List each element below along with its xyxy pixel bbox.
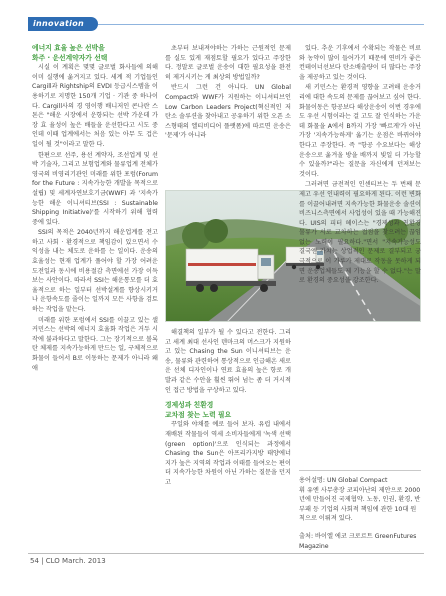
issue-date: March. 2013 [62,557,106,565]
paragraph: 한편으로 선주, 용선 계약자, 조선업계 및 선박 기술자, 그리고 보험업계와 물류업계 전체가 영국의 비영리기관인 미래를 위한 포럼(Forum for the Future : 지속가능한 개발을 목적으로 설립) 및 세계자연보호기금(WWF) 과 '지속가능한 해운 이니셔티브(SSI : Sustainable Shipping Initiative)'를 시작하기 위해 협력 중에 있다. [32,151,158,226]
subhead-2b: 교차점 찾는 노력 필요 [165,410,232,419]
subhead-1b: 화주 · 운선계약자가 선택 [32,53,108,62]
paragraph: SSI의 목적은 2040년까지 해운업계를 전고하고 사회 · 환경적으로 책임감이 있으면서 수익성을 내는 체도로 운하를 는 일이다. 운송의 효율성는 현재 업계가 풀어야 할 가장 어려운 도전일과 동시에 비용절감 측면에선 가장 이득 보는 사안이다. 따라서 SSI는 해운통모를 더 효율적으로 하는 일부터 선박설계를 향상시키거나 운항속도를 줄이는 일까지 모든 사항을 검토하는 작업을 맡는다. [32,229,158,314]
glossary-rule [299,470,421,471]
subhead-1a: 에너지 효율 높은 선박을 [32,44,105,52]
column-right [299,44,421,287]
paragraph: 반드시 그런 건 아니다. UN Global Compact와 WWF가 지원하는 이니셔티브인 Low Carbon Leaders Project(혁신적인 저탄소 솔루션을 찾아내고 공유하기 위한 오픈 소스형태의 엘티비디어 플랫폼)에 따르면 운송은 '문제'가 아니라 [165,84,291,140]
magazine-name: CLO [45,557,60,565]
subhead-2a: 경제성과 친환경 [165,401,214,410]
column-middle-top [165,44,291,142]
page-number: 54 [30,557,39,565]
paragraph: 초부터 보내져야하는 가하는 근원적인 문제를 실도 있게 재점토할 필요가 있다고 주장한다. 정말로 글로벌 운송이 대한 필요성을 완전히 제거시키는 게 최상의 방법일까? [165,45,291,81]
paragraph: 꾸일와 야채를 예로 들어 보자. 유럽 내에서 재배된 작물들이 역세 소비자들에게 '녹색 선택(green option)'으로 인식되는 과정에서 Chasing the Sun은 아프리카지방 태양에너지가 높은 지역의 작업과 이태를 들여오는 편이 더 지속가능한 차원이 아닌 가하는 질문을 던지고 [165,421,291,486]
paragraph: 시실 이 계획은 몇몇 글로벌 화사들에 의해 이미 실행에 옮겨지고 있다. 세계 적 기업들인 Cargill과 Rightship의 EVDI 등급시스템을 이용하기로 지명한 150개 기업 · 기관 중 하나이다. Cargill사의 경 영이행 배니저인 콘나란 스톤은 "해운 시장에서 운항되는 선박 가운데 가장 효 율성이 높은 배들을 운선한다고 시도 중 인데 이때 업계에서는 처음 있는 아무 도 겁은 일이 될 것"이라고 말한 다. [32,64,158,148]
paragraph: 해결책의 일부가 될 수 있다고 전한다. 그리고 세계 최대 선사인 덴마크의 머스크가 지원하고 있는 Chasing the Sun 이니셔티브는 운송, 물류와 관련하여 통상적으로 인급해온 새로운 선체 디자인이나 연료 효율의 높은 항로 개발과 같은 수안을 훨씬 뛰어 넘는 좀 더 거시적인 접근 방법을 구상하고 있다. [165,329,291,394]
section-label: innovation [33,19,84,28]
paragraph: 새 키민스는 환경적 영향을 고려해 운송거리에 대한 속도의 문제를 끊어보고 싶어 한다. 화물이동은 항공보다 해상운송이 이번 경우에도 우선 시험이라는 걸 고도 잘 인식하는 가운데 화물을 A에서 B까지 가장 '빠르게'가 아닌 가장 '지속가능하게' 옮기는 운점은 바뀌어야한다고 주장한다. 즉 "항공 수요보다는 해상운송으로 옮겨올 방을 배까지 빛일 더 가능할 수 있을까?"라는 질문을 자신에게 던져보는 것이다. [299,84,421,178]
page-footer: 54 | CLO March. 2013 [30,557,106,565]
column-left [32,44,158,374]
glossary-body: 휘 유엔 사무총장 코피아난의 제안으로 2000년에 만들어진 국제협약. 노동, 인권, 환경, 반부패 등 기업의 사회적 책임에 관한 10대 원칙으로 이뤄져 있다. [299,486,421,523]
paragraph: 그러려면 금전적인 인센티브는 두 번째 문제고 우선 인내력이 필요하게 된다. 이런 변화를 이끌어내려면 지속가능한 화물운송 솔션이 비즈니스측면에서 사업성이 있을 때 가능해진다. UIS의 피터 헤이스는 "경제성과 친환경 물류가 서로 교차하는 접점을 찾으려는 끊임없는 노력이 필요하다."면서 "지속가능성도 결국엔 가치는 상업적인 문제로 결부되고 궁극적으로 이 가루가 제대로 작동을 못하게 되면 운송업체들도 제 기능을 할 수 없다."는 말로 환경의 중요성을 강조한다. [299,181,421,285]
column-middle-bottom [165,328,291,489]
paragraph: 있다. 추운 기후에서 수확되는 작물은 비료와 농약이 많이 들어가기 때문에 연비가 좋은 컨테이너선보다 탄소배출량이 더 많다는 주장을 제공하고 있는 것이다. [299,45,421,81]
glossary-title: 용어설명: UN Global Compact [299,477,388,484]
paragraph: 미래를 위한 포럼에서 SSI를 이끌고 있는 샐 커민스는 선박의 에너지 효율화 작업은 거두 시작에 불과하다고 말한다. 그는 장기적으로 볼록 탄 체제를 지속가능하게 만드는 일, 구체적으로 화물이 들어서 B로 이동하는 문제가 아니라 왜 애 [32,316,158,372]
header-rule [98,24,424,25]
glossary-box [299,476,421,551]
source-credit: 출처: 바이엘 에코 크로르트 GreenFutures Magazine [299,532,417,550]
footer-rule [28,553,424,554]
